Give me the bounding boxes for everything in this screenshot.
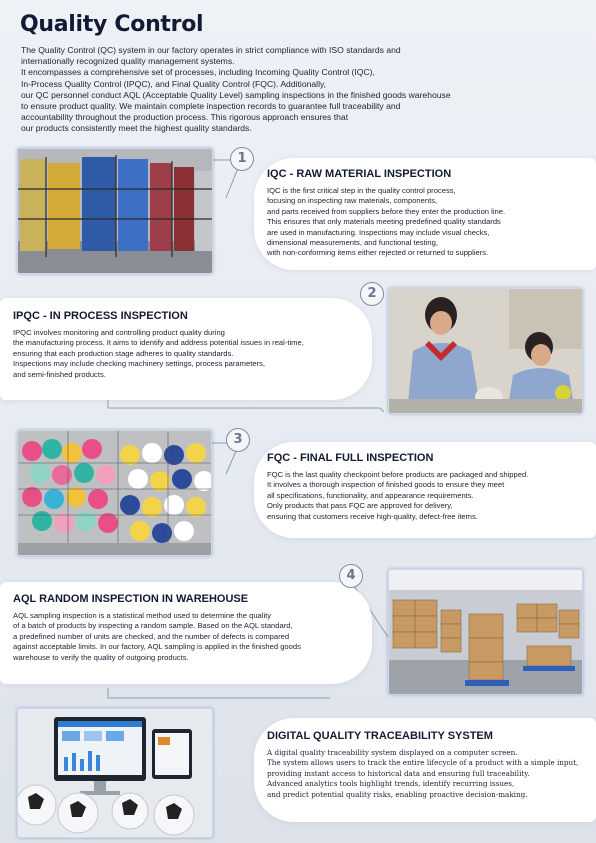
section-line: and semi-finished products. [13,369,106,379]
section-line: IQC is the first critical step in the quality control process, [267,186,456,195]
section-heading: AQL RANDOM INSPECTION IN WAREHOUSE [13,593,249,605]
section-heading: IPQC - IN PROCESS INSPECTION [13,310,188,322]
page-title: Quality Control [20,12,204,37]
intro-line: to ensure product quality. We maintain complete inspection records to guarantee full traceability and [21,101,401,112]
section-line: ensuring that customers receive high-quality, defect-free items. [267,511,478,521]
section-line: Advanced analytics tools highlight trends, identify recurring issues, [267,779,515,789]
section-line: FQC is the last quality checkpoint before products are packaged and shipped. [267,470,529,479]
ipqc-workers-photo [388,288,583,414]
intro-line: It encompasses a comprehensive set of processes, including Incoming Quality Control (IQC), [21,67,375,78]
section-line: Only products that pass FQC are approved for delivery, [267,501,453,511]
step-number-badge: 2 [360,282,384,306]
section-line: warehouse to verify the quality of outgoing products. [13,652,189,662]
section-line: the manufacturing process. It aims to identify and address potential issues in real-time, [13,338,304,348]
section-line: ensuring that each production stage adheres to quality standards. [13,348,234,358]
traceability-computer-photo [17,708,213,838]
section-line: a predefined number of units are checked, and the number of defects is compared [13,631,290,641]
iqc-raw-materials-photo [17,148,213,274]
intro-line: our products consistently meet the highest quality standards. [21,123,252,134]
section-line: and predict potential quality risks, enabling proactive decision-making. [267,789,528,799]
section-line: providing instant access to historical data and ensuring full traceability. [267,768,530,778]
section-line: focusing on inspecting raw materials, components, [267,196,438,206]
step-number-badge: 4 [339,564,363,588]
section-heading: FQC - FINAL FULL INSPECTION [267,452,434,464]
section-heading: IQC - RAW MATERIAL INSPECTION [267,168,452,180]
aql-warehouse-photo [388,569,583,695]
section-line: of a batch of products by inspecting a random sample. Based on the AQL standard, [13,621,293,631]
step-number-badge: 1 [230,147,254,171]
section-line: with non-conforming items either rejected or returned to suppliers. [267,248,489,258]
section-line: and parts received from suppliers before they enter the production line. [267,206,506,216]
section-heading: DIGITAL QUALITY TRACEABILITY SYSTEM [267,730,493,742]
section-line: AQL sampling inspection is a statistical method used to determine the quality [13,611,272,620]
fqc-balls-photo [17,430,212,556]
section-card-ipqc [0,298,372,400]
section-card-iqc [254,158,596,270]
section-card-fqc [254,442,596,538]
section-card-traceability [254,718,596,822]
step-number-badge: 3 [226,428,250,452]
intro-line: internationally recognized quality management systems. [21,56,235,67]
section-line: This ensures that only materials meeting predefined quality standards [267,217,501,227]
section-line: against acceptable limits. In our factory, AQL sampling is applied in the finished goods [13,642,301,652]
section-line: all specifications, functionality, and appearance requirements. [267,490,474,500]
intro-line: accountability throughout the production process. This rigorous approach ensures that [21,112,349,123]
intro-line: our QC personnel conduct AQL (Acceptable Quality Level) sampling inspections in the finished goods warehouse [21,89,451,100]
intro-line: The Quality Control (QC) system in our factory operates in strict compliance with ISO standards and [21,45,401,55]
section-line: Inspections may include checking machinery settings, process parameters, [13,359,265,369]
section-line: It involves a thorough inspection of finished goods to ensure they meet [267,480,505,490]
intro-line: In-Process Quality Control (IPQC), and Final Quality Control (FQC). Additionally, [21,78,327,89]
section-line: A digital quality traceability system displayed on a computer screen. [267,748,518,757]
section-line: dimensional measurements, and functional testing, [267,238,438,248]
section-line: are used in manufacturing. Inspections may include visual checks, [267,227,490,237]
section-card-aql [0,582,372,684]
section-line: The system allows users to track the entire lifecycle of a product with a simple input, [267,758,579,768]
section-line: IPQC involves monitoring and controlling product quality during [13,328,225,337]
